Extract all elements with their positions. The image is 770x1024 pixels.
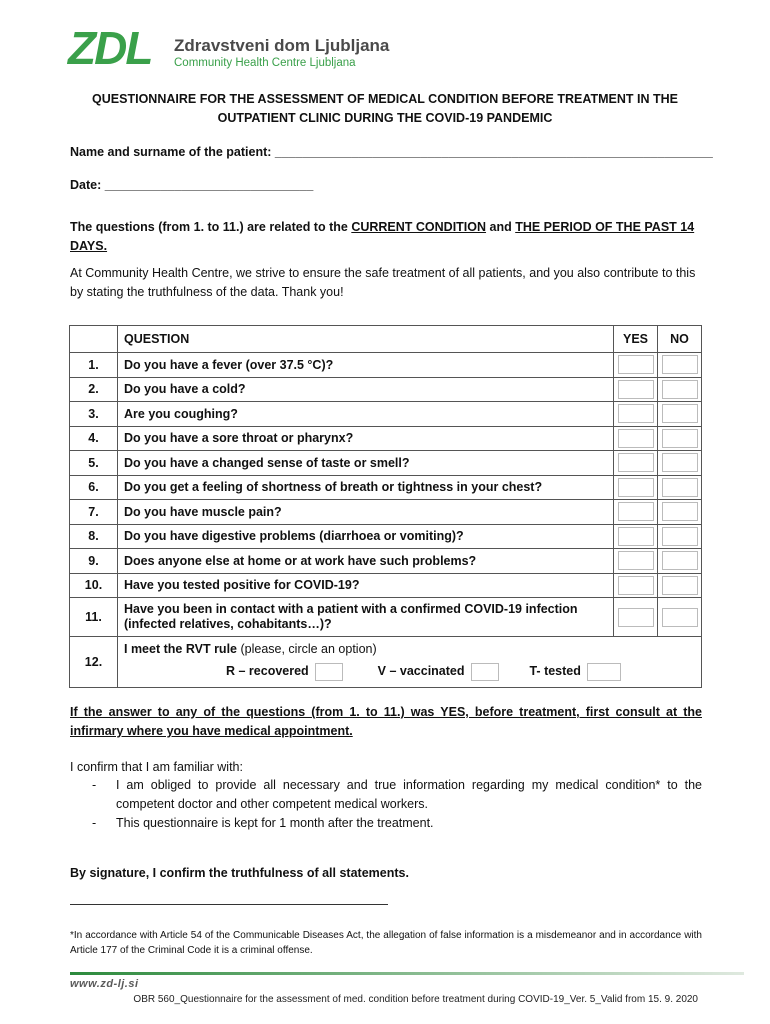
yes-checkbox[interactable] (614, 475, 658, 500)
table-row (70, 426, 702, 451)
confirm-list (70, 776, 702, 833)
rvt-option-tested[interactable]: T- tested (529, 664, 581, 679)
logo (68, 22, 390, 74)
question-text: Do you have a fever (over 37.5 °C)? (118, 353, 614, 378)
title-line-1: QUESTIONNAIRE FOR THE ASSESSMENT OF MEDICAL CONDITION BEFORE TREATMENT IN THE (92, 92, 678, 106)
yes-checkbox[interactable] (614, 451, 658, 476)
yes-checkbox[interactable] (614, 500, 658, 525)
rvt-cell (118, 637, 702, 688)
question-text: Do you have a cold? (118, 377, 614, 402)
header-no: NO (658, 326, 702, 353)
question-text-line-2: (infected relatives, cohabitants…)? (124, 617, 332, 631)
no-checkbox[interactable] (658, 402, 702, 427)
footer-document-id: OBR 560_Questionnaire for the assessment of med. condition before treatment during COVID-19_Ver. 5_Valid from 15. 9. 2020 (133, 994, 698, 1005)
question-text: Do you have a sore throat or pharynx? (118, 426, 614, 451)
rvt-rule-instruction: (please, circle an option) (237, 642, 377, 656)
questionnaire-table (69, 325, 702, 688)
list-item-text: This questionnaire is kept for 1 month after the treatment. (116, 816, 434, 830)
table-row (70, 475, 702, 500)
no-checkbox[interactable] (658, 426, 702, 451)
past-period-label: THE PERIOD OF THE PAST 14 DAYS. (70, 220, 695, 253)
no-checkbox[interactable] (658, 500, 702, 525)
list-item-text: I am obliged to provide all necessary and true information regarding my medical condition* to the competent doctor and other competent medical workers. (116, 778, 702, 811)
logo-mark: ZDL (68, 22, 152, 74)
table-row (70, 451, 702, 476)
no-checkbox[interactable] (658, 549, 702, 574)
rvt-tested-box[interactable] (587, 663, 621, 681)
period-note-prefix: The questions (from 1. to 11.) are related to the (70, 220, 352, 234)
no-checkbox[interactable] (658, 573, 702, 598)
patient-name-field[interactable]: Name and surname of the patient: _______________________________________________________________ (70, 145, 713, 159)
header-yes: YES (614, 326, 658, 353)
period-note (70, 218, 702, 256)
footnote: *In accordance with Article 54 of the Communicable Diseases Act, the allegation of false information is a misdemeanor and in accordance with Article 177 of the Criminal Code it is a criminal offense. (70, 930, 702, 956)
rvt-recovered-box[interactable] (315, 663, 343, 681)
question-text: Have you tested positive for COVID-19? (118, 573, 614, 598)
no-checkbox[interactable] (658, 353, 702, 378)
table-row (70, 353, 702, 378)
confirm-intro: I confirm that I am familiar with: (70, 760, 243, 774)
period-note-middle: and (486, 220, 516, 234)
question-number: 1. (70, 353, 118, 378)
yes-checkbox[interactable] (614, 402, 658, 427)
question-number: 12. (70, 637, 118, 688)
header-question: QUESTION (118, 326, 614, 353)
question-number: 3. (70, 402, 118, 427)
table-row (70, 524, 702, 549)
date-field[interactable]: Date: ______________________________ (70, 178, 314, 192)
no-checkbox[interactable] (658, 475, 702, 500)
list-item (70, 776, 702, 814)
no-checkbox[interactable] (658, 451, 702, 476)
rvt-rule-label: I meet the RVT rule (124, 642, 237, 656)
signature-line[interactable] (70, 904, 388, 905)
list-bullet: - (92, 778, 97, 792)
question-number: 5. (70, 451, 118, 476)
header-num-cell (70, 326, 118, 353)
table-row (70, 500, 702, 525)
table-row (70, 573, 702, 598)
signature-note: By signature, I confirm the truthfulness of all statements. (70, 866, 409, 880)
yes-checkbox[interactable] (614, 353, 658, 378)
question-number: 6. (70, 475, 118, 500)
no-checkbox[interactable] (658, 377, 702, 402)
question-number: 8. (70, 524, 118, 549)
yes-checkbox[interactable] (614, 426, 658, 451)
list-bullet: - (92, 816, 97, 830)
document-title (70, 90, 700, 128)
logo-name-slovene: Zdravstveni dom Ljubljana (174, 36, 390, 55)
no-checkbox[interactable] (658, 524, 702, 549)
question-number: 11. (70, 598, 118, 637)
question-number: 9. (70, 549, 118, 574)
table-row (70, 377, 702, 402)
table-row (70, 598, 702, 637)
rvt-option-recovered[interactable]: R – recovered (226, 664, 309, 679)
yes-checkbox[interactable] (614, 524, 658, 549)
footer-website[interactable]: www.zd-lj.si (70, 978, 139, 990)
yes-checkbox[interactable] (614, 573, 658, 598)
footer-divider (70, 972, 744, 975)
yes-checkbox[interactable] (614, 549, 658, 574)
question-text: Do you have digestive problems (diarrhoea or vomiting)? (118, 524, 614, 549)
table-row (70, 402, 702, 427)
question-text: Do you get a feeling of shortness of breath or tightness in your chest? (118, 475, 614, 500)
intro-paragraph: At Community Health Centre, we strive to ensure the safe treatment of all patients, and you also contribute to this by stating the truthfulness of the data. Thank you! (70, 266, 696, 299)
table-header-row (70, 326, 702, 353)
question-text: Do you have muscle pain? (118, 500, 614, 525)
logo-name-english: Community Health Centre Ljubljana (174, 57, 356, 69)
list-item (70, 814, 702, 833)
question-number: 7. (70, 500, 118, 525)
title-line-2: OUTPATIENT CLINIC DURING THE COVID-19 PANDEMIC (217, 111, 553, 125)
yes-checkbox[interactable] (614, 377, 658, 402)
rvt-row (70, 637, 702, 688)
consult-note: If the answer to any of the questions (from 1. to 11.) was YES, before treatment, first consult at the infirmary where you have medical appointment. (70, 705, 702, 738)
question-number: 4. (70, 426, 118, 451)
question-number: 10. (70, 573, 118, 598)
question-text: Do you have a changed sense of taste or smell? (118, 451, 614, 476)
yes-checkbox[interactable] (614, 598, 658, 637)
question-text (118, 598, 614, 637)
question-text: Are you coughing? (118, 402, 614, 427)
rvt-option-vaccinated[interactable]: V – vaccinated (377, 664, 465, 679)
current-condition-label: CURRENT CONDITION (351, 220, 487, 234)
question-text: Does anyone else at home or at work have such problems? (118, 549, 614, 574)
table-row (70, 549, 702, 574)
no-checkbox[interactable] (658, 598, 702, 637)
question-text-line-1: Have you been in contact with a patient with a confirmed COVID-19 infection (124, 602, 578, 616)
rvt-vaccinated-box[interactable] (471, 663, 499, 681)
question-number: 2. (70, 377, 118, 402)
